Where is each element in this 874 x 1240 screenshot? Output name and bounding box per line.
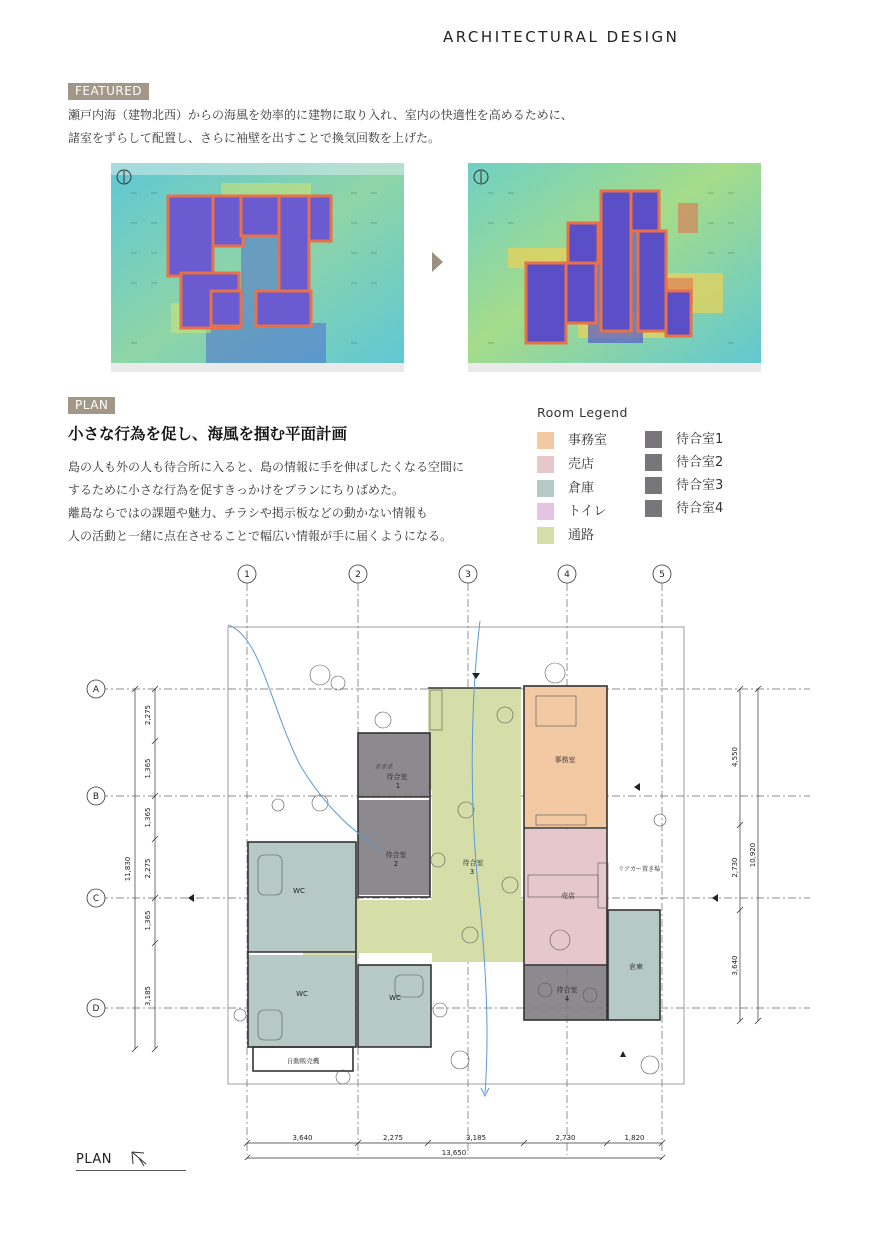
before-after-arrow-icon	[432, 252, 443, 272]
plan-line-2: するために小さな行為を促すきっかけをプランにちりばめた。	[68, 483, 405, 497]
rear-car-parking-label: リアカー置き場	[618, 866, 660, 873]
dimension-bottom-label: 2,275	[382, 1134, 404, 1142]
wc-left-top-fill	[248, 842, 356, 952]
floor-plan-drawing	[0, 555, 874, 1160]
legend-label: 通路	[568, 528, 595, 543]
dimension-right-label: 4,550	[731, 746, 739, 768]
dimension-bottom-total-label: 13,650	[441, 1149, 467, 1157]
featured-line-1: 瀬戸内海（建物北西）からの海風を効率的に建物に取り入れ、室内の快適性を高めるために、	[68, 108, 573, 122]
wc-left-bottom-fill	[248, 955, 356, 1047]
waiting-room-2-label: 待合室	[385, 851, 407, 859]
legend-swatch	[645, 431, 662, 448]
legend-label: 事務室	[568, 433, 608, 448]
legend-swatch	[537, 527, 554, 544]
legend-swatch	[537, 456, 554, 473]
legend-swatch	[537, 503, 554, 520]
featured-tag: FEATURED	[68, 83, 149, 100]
dimension-bottom-label: 3,640	[292, 1134, 313, 1142]
wc-right-fill	[358, 965, 431, 1047]
grid-row-label: D	[92, 1004, 100, 1014]
office-label: 事務室	[554, 756, 576, 764]
legend-swatch	[645, 477, 662, 494]
dimension-right-label: 2,730	[731, 857, 739, 878]
waiting-room-1-label: 待合室	[386, 773, 408, 781]
plan-label: PLAN	[76, 1152, 112, 1167]
legend-label: 待合室3	[676, 478, 724, 493]
legend-label: 倉庫	[568, 481, 595, 496]
legend-label: 待合室1	[676, 432, 724, 447]
plan-label-underline	[76, 1170, 186, 1171]
wc-left-bottom-label: WC	[296, 990, 308, 998]
wind-simulation-before-image	[111, 163, 404, 372]
legend-label: 待合室2	[676, 455, 724, 470]
legend-label: トイレ	[568, 504, 607, 519]
storage-label: 倉庫	[629, 963, 643, 971]
waiting-room-1-number: 1	[395, 782, 401, 790]
legend-swatch	[645, 500, 662, 517]
plan-line-4: 人の活動と一緒に点在させることで幅広い情報が手に届くようになる。	[68, 529, 453, 543]
waiting-room-3-label: 待合室	[462, 859, 484, 867]
dimension-left-label: 1,365	[144, 910, 152, 931]
plan-tag: PLAN	[68, 397, 115, 414]
dimension-right-total-label: 10,920	[749, 842, 757, 868]
corridor-fill-south	[432, 900, 524, 962]
dimension-left-label: 2,275	[144, 704, 152, 726]
grid-column-label: 4	[564, 570, 570, 580]
waiting-room-1-fill	[358, 733, 430, 797]
wind-simulation-after-image	[468, 163, 761, 372]
dimension-left-total-label: 11,830	[124, 856, 132, 882]
dimension-bottom-label: 3,185	[465, 1134, 487, 1142]
grid-column-label: 1	[244, 570, 250, 580]
waiting-room-4-label: 待合室	[556, 986, 578, 994]
wc-right-label: WC	[389, 994, 401, 1002]
waiting-room-4-number: 4	[564, 995, 570, 1003]
dimension-left-label: 1,365	[144, 807, 152, 828]
grid-row-label: B	[92, 792, 100, 802]
vending-machine-label: 自動販売機	[286, 1057, 320, 1065]
shop-label: 売店	[561, 892, 575, 900]
dimension-bottom-label: 2,730	[555, 1134, 576, 1142]
waiting-room-3-number: 3	[469, 868, 475, 876]
legend-title: Room Legend	[537, 405, 628, 420]
grid-column-label: 5	[659, 570, 665, 580]
dimension-left-label: 2,275	[144, 858, 152, 879]
page-header-title: ARCHITECTURAL DESIGN	[443, 28, 680, 46]
plan-line-1: 島の人も外の人も待合所に入ると、島の情報に手を伸ばしたくなる空間に	[68, 460, 465, 474]
dimension-left-label: 3,185	[144, 985, 152, 1007]
legend-swatch	[537, 480, 554, 497]
featured-line-2: 諸室をずらして配置し、さらに袖壁を出すことで換気回数を上げた。	[68, 131, 441, 145]
legend-swatch	[537, 432, 554, 449]
plan-line-3: 離島ならではの課題や魅力、チラシや掲示板などの動かない情報も	[68, 506, 428, 520]
legend-label: 待合室4	[676, 501, 724, 516]
grid-row-label: A	[92, 685, 100, 695]
legend-swatch	[645, 454, 662, 471]
grid-column-label: 3	[465, 570, 471, 580]
dimension-right-label: 3,640	[731, 955, 739, 976]
dimension-bottom-label: 1,820	[624, 1134, 645, 1142]
dimension-left-label: 1,365	[144, 758, 152, 779]
grid-row-label: C	[92, 894, 100, 904]
legend-label: 売店	[568, 457, 595, 472]
waiting-room-2-number: 2	[393, 860, 399, 868]
waiting-room-2-fill	[358, 800, 430, 895]
wc-left-top-label: WC	[293, 887, 305, 895]
north-arrow-icon	[130, 1150, 150, 1168]
waiting-room-1-sub-label: ポポポ	[374, 764, 394, 771]
grid-column-label: 2	[355, 570, 361, 580]
plan-heading: 小さな行為を促し、海風を掴む平面計画	[68, 425, 348, 443]
